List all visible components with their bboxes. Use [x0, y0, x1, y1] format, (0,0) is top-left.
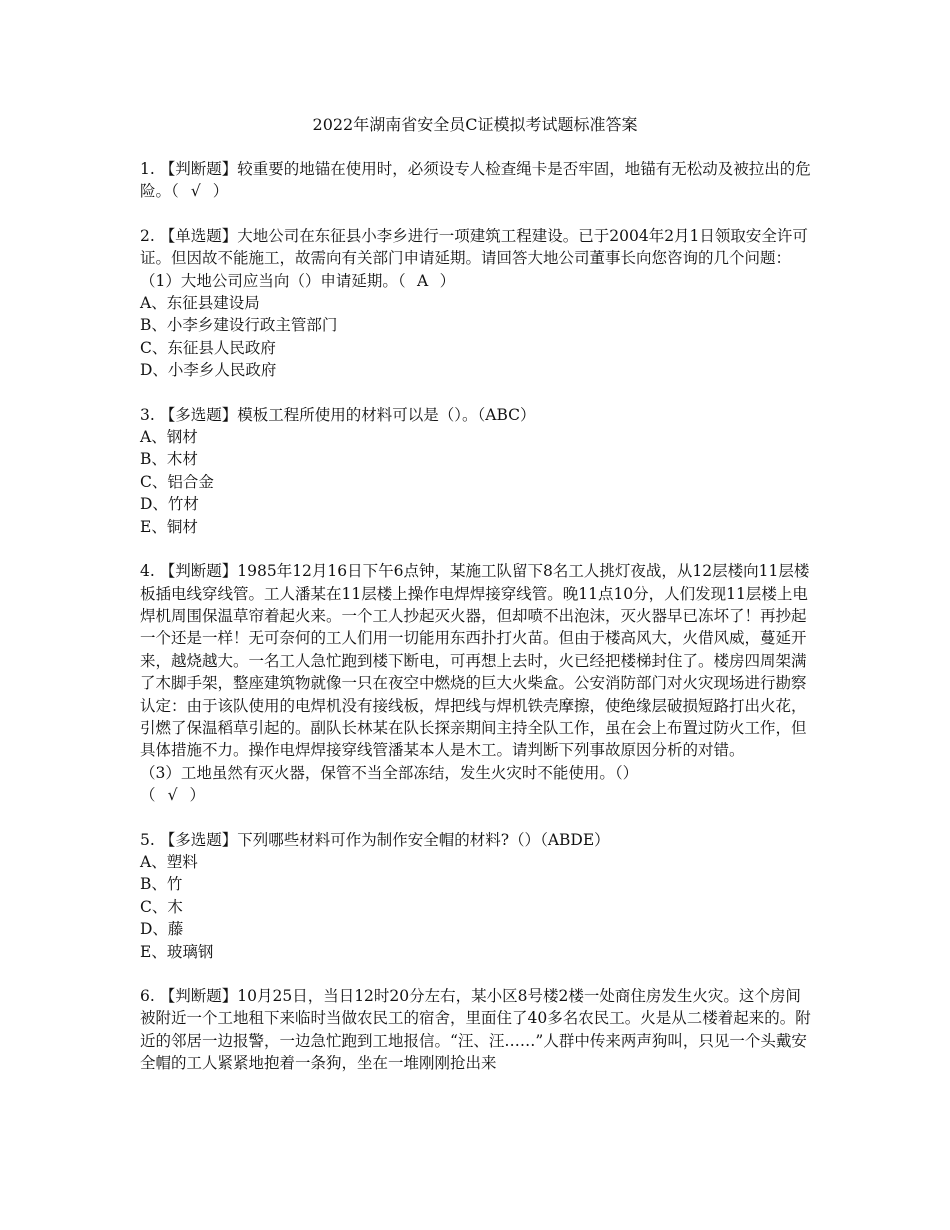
question-type: 【多选题】 — [159, 830, 238, 849]
question-number: 4. — [140, 562, 155, 581]
question-type: 【判断题】 — [159, 562, 238, 581]
question-5 — [140, 829, 812, 963]
question-type: 【判断题】 — [159, 160, 238, 178]
question-body: 模板工程所使用的材料可以是（）。 — [237, 405, 478, 424]
question-4 — [140, 560, 812, 806]
option-d: D、藤 — [140, 920, 184, 939]
subquestion-text: （3）工地虽然有灭火器，保管不当全部冻结，发生火灾时不能使用。（） — [140, 763, 639, 782]
question-answer: ABDE — [547, 830, 595, 849]
question-text — [140, 985, 812, 1075]
option-d: D、小李乡人民政府 — [140, 361, 277, 380]
question-number: 3. — [140, 405, 155, 424]
question-body: 大地公司在东征县小李乡进行一项建筑工程建设。已于2004年2月1日领取安全许可证。但因故不能施工，故需向有关部门申请延期。请回答大地公司董事长向您咨询的几个问题： — [140, 226, 808, 268]
option-a: A、钢材 — [140, 428, 198, 447]
question-text — [140, 225, 812, 270]
question-number: 5. — [140, 830, 155, 849]
question-text: 5. 【多选题】下列哪些材料可作为制作安全帽的材料?（）（ABDE） — [140, 829, 812, 851]
question-number: 1. — [140, 160, 155, 178]
question-answer: ABC — [485, 405, 521, 424]
option-c: C、铝合金 — [140, 472, 214, 491]
document-title: 2022年湖南省安全员C证模拟考试题标准答案 — [312, 115, 638, 134]
option-e: E、玻璃钢 — [140, 942, 214, 961]
subquestion-body: （1）大地公司应当向（）申请延期。 — [140, 271, 398, 290]
option-a: A、塑料 — [140, 852, 198, 871]
option-e: E、铜材 — [140, 517, 198, 536]
option-b: B、小李乡建设行政主管部门 — [140, 316, 338, 335]
subquestion-text: （1）大地公司应当向（）申请延期。（ A ） — [140, 270, 812, 292]
question-type: 【单选题】 — [159, 226, 238, 245]
option-b: B、木材 — [140, 450, 198, 469]
question-answer: A — [417, 271, 429, 290]
answer-line: （ √ ） — [140, 784, 812, 806]
question-text — [140, 560, 812, 762]
question-number: 2. — [140, 226, 155, 245]
option-c: C、木 — [140, 897, 183, 916]
option-d: D、竹材 — [140, 495, 199, 514]
option-b: B、竹 — [140, 875, 183, 894]
question-2 — [140, 225, 812, 382]
question-list — [140, 158, 812, 1097]
question-body: 下列哪些材料可作为制作安全帽的材料?（） — [237, 830, 541, 849]
option-c: C、东征县人民政府 — [140, 338, 276, 357]
question-type: 【多选题】 — [159, 405, 238, 424]
question-answer: √ — [190, 182, 201, 201]
question-1 — [140, 158, 812, 203]
question-number: 6. — [140, 987, 155, 1005]
question-body: 10月25日，当日12时20分左右，某小区8号楼2楼一处商住房发生火灾。这个房间被附近一个工地租下来临时当做农民工的宿舍，里面住了40多名农民工。火是从二楼着起来的。附近的邻居一边报警，一边急忙跑到工地报信。“汪、汪……”人群中传来两声狗叫，只见一个头戴安全帽的工人紧紧地抱着一条狗，坐在一堆刚刚抢出来 — [140, 987, 811, 1073]
question-body: 1985年12月16日下午6点钟，某施工队留下8名工人挑灯夜战，从12层楼向11层楼板插电线穿线管。工人潘某在11层楼上操作电焊焊接穿线管。晚11点10分，人们发现11层楼上电焊机周围保温草帘着起火来。一个工人抄起灭火器，但却喷不出泡沫，灭火器早已冻坏了！再抄起一个还是一样！无可奈何的工人们用一切能用东西扑打火苗。但由于楼高风大，火借风威，蔓延开来，越烧越大。一名工人急忙跑到楼下断电，可再想上去时，火已经把楼梯封住了。楼房四周架满了木脚手架，整座建筑物就像一只在夜空中燃烧的巨大火柴盒。公安消防部门对火灾现场进行勘察认定：由于该队使用的电焊机没有接线板，焊把线与焊机铁壳摩擦，使绝缘层破损短路打出火花，引燃了保温稻草引起的。副队长林某在队长探亲期间主持全队工作，虽在会上布置过防火工作，但具体措施不力。操作电焊焊接穿线管潘某本人是木工。请判断下列事故原因分析的对错。 — [140, 562, 810, 760]
question-3 — [140, 404, 812, 538]
question-6 — [140, 985, 812, 1075]
option-a: A、东征县建设局 — [140, 294, 260, 313]
question-text: 3. 【多选题】模板工程所使用的材料可以是（）。（ABC） — [140, 404, 812, 426]
question-body: 较重要的地锚在使用时，必须设专人检查绳卡是否牢固，地锚有无松动及被拉出的危险。 — [140, 160, 811, 201]
question-text: 1. 【判断题】较重要的地锚在使用时，必须设专人检查绳卡是否牢固，地锚有无松动及被拉出的危险。（ √ ） — [140, 158, 812, 203]
question-type: 【判断题】 — [159, 987, 238, 1005]
question-answer: √ — [167, 786, 178, 805]
